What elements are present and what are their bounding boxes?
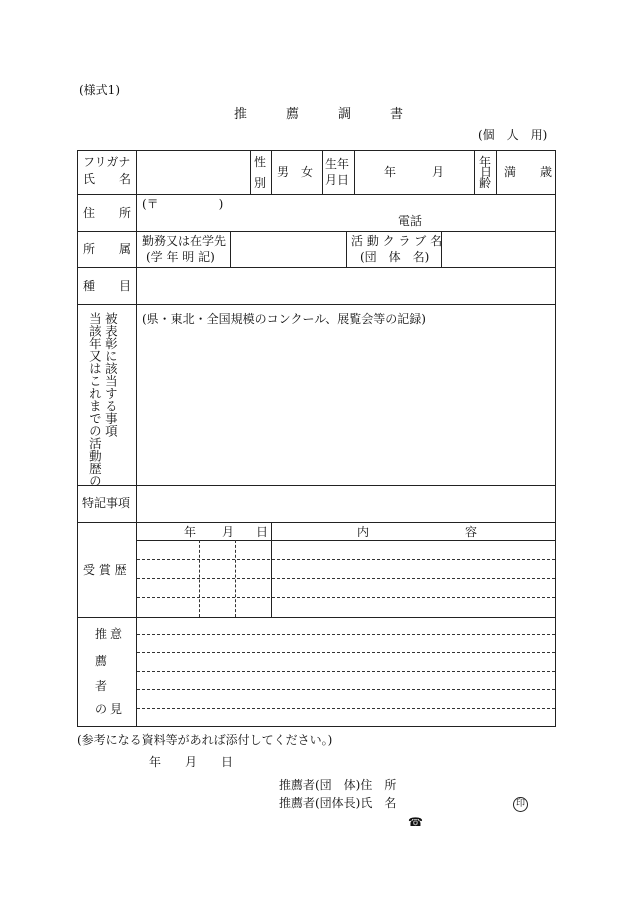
opinion-row-line: [137, 652, 555, 653]
activity-note: (県・東北・全国規模のコンクール、展覧会等の記録): [142, 312, 426, 326]
opinion-label-char: 見: [110, 702, 123, 716]
special-notes-label: 特記事項: [82, 496, 131, 510]
activity-label-col1: 当該年又はこれまでの活動歴の: [87, 312, 103, 487]
phone-icon: ☎: [408, 815, 423, 829]
birth-label-bottom: 月日: [325, 173, 350, 187]
opinion-label-char: 意: [110, 627, 123, 641]
age-label-bottom: 齢: [479, 176, 492, 190]
row-divider: [77, 304, 556, 305]
submission-date[interactable]: 年 月 日: [149, 755, 234, 769]
age-field[interactable]: 満 歳: [504, 165, 553, 179]
cell-line: [230, 231, 231, 267]
awards-row-line: [137, 597, 555, 598]
opinion-label-char: 薦: [95, 654, 108, 668]
cell-line: [346, 231, 347, 267]
awards-col-year: 年: [184, 525, 197, 539]
row-divider: [77, 617, 556, 618]
birth-date-field[interactable]: 年 月 日: [384, 165, 493, 179]
address-label: 住 所: [83, 206, 132, 220]
awards-col-content: 内 容: [357, 525, 478, 539]
form-number: (様式1): [79, 83, 120, 97]
cell-line: [322, 150, 323, 194]
opinion-row-line: [137, 671, 555, 672]
document-title: 推 薦 調 書: [234, 107, 404, 122]
name-label: 氏 名: [83, 172, 132, 186]
awards-col-month: 月: [222, 525, 235, 539]
postal-code-field[interactable]: (〒 ): [142, 197, 224, 211]
activity-label-col2: 被表彰に該当する事項: [103, 312, 119, 437]
row-divider: [77, 231, 556, 232]
club-label: 活 動 ク ラ ブ 名: [351, 234, 443, 248]
birth-label-top: 生年: [325, 157, 350, 171]
row-divider: [77, 194, 556, 195]
affiliation-label: 所 属: [83, 242, 132, 256]
opinion-label-char: 推: [95, 627, 108, 641]
cell-line: [271, 522, 272, 617]
category-label: 種 目: [83, 279, 132, 293]
sex-label-top: 性: [254, 155, 267, 169]
sex-label-bottom: 別: [254, 176, 267, 190]
opinion-row-line: [137, 634, 555, 635]
furigana-label: フリガナ: [83, 155, 131, 169]
opinion-row-line: [137, 689, 555, 690]
awards-col-day: 日: [256, 525, 269, 539]
grade-note: (学 年 明 記): [146, 250, 215, 264]
phone-label: 電話: [398, 214, 423, 228]
awards-row-line: [137, 578, 555, 579]
opinion-label-char: 者: [95, 679, 108, 693]
form-type: (個 人 用): [478, 128, 548, 142]
age-label-top: 年: [479, 155, 492, 169]
recommender-address-label: 推薦者(団 体)住 所: [279, 778, 397, 792]
attachment-note: (参考になる資料等があれば添付してください。): [77, 733, 333, 747]
opinion-label-char: の: [95, 702, 108, 716]
cell-line: [250, 150, 251, 194]
cell-line: [271, 150, 272, 194]
seal-mark: 印: [513, 797, 528, 812]
awards-label: 受 賞 歴: [83, 563, 127, 577]
opinion-row-line: [137, 708, 555, 709]
group-name-note: (団 体 名): [360, 250, 430, 264]
row-divider: [77, 522, 556, 523]
cell-line: [496, 150, 497, 194]
row-divider: [77, 485, 556, 486]
recommender-name-label: 推薦者(団体長)氏 名: [279, 796, 397, 810]
cell-line: [354, 150, 355, 194]
awards-row-line: [137, 559, 555, 560]
work-school-label: 勤務又は在学先: [142, 234, 227, 248]
sex-options: 男 女: [277, 165, 314, 179]
row-divider: [77, 267, 556, 268]
label-column-line: [136, 150, 137, 727]
